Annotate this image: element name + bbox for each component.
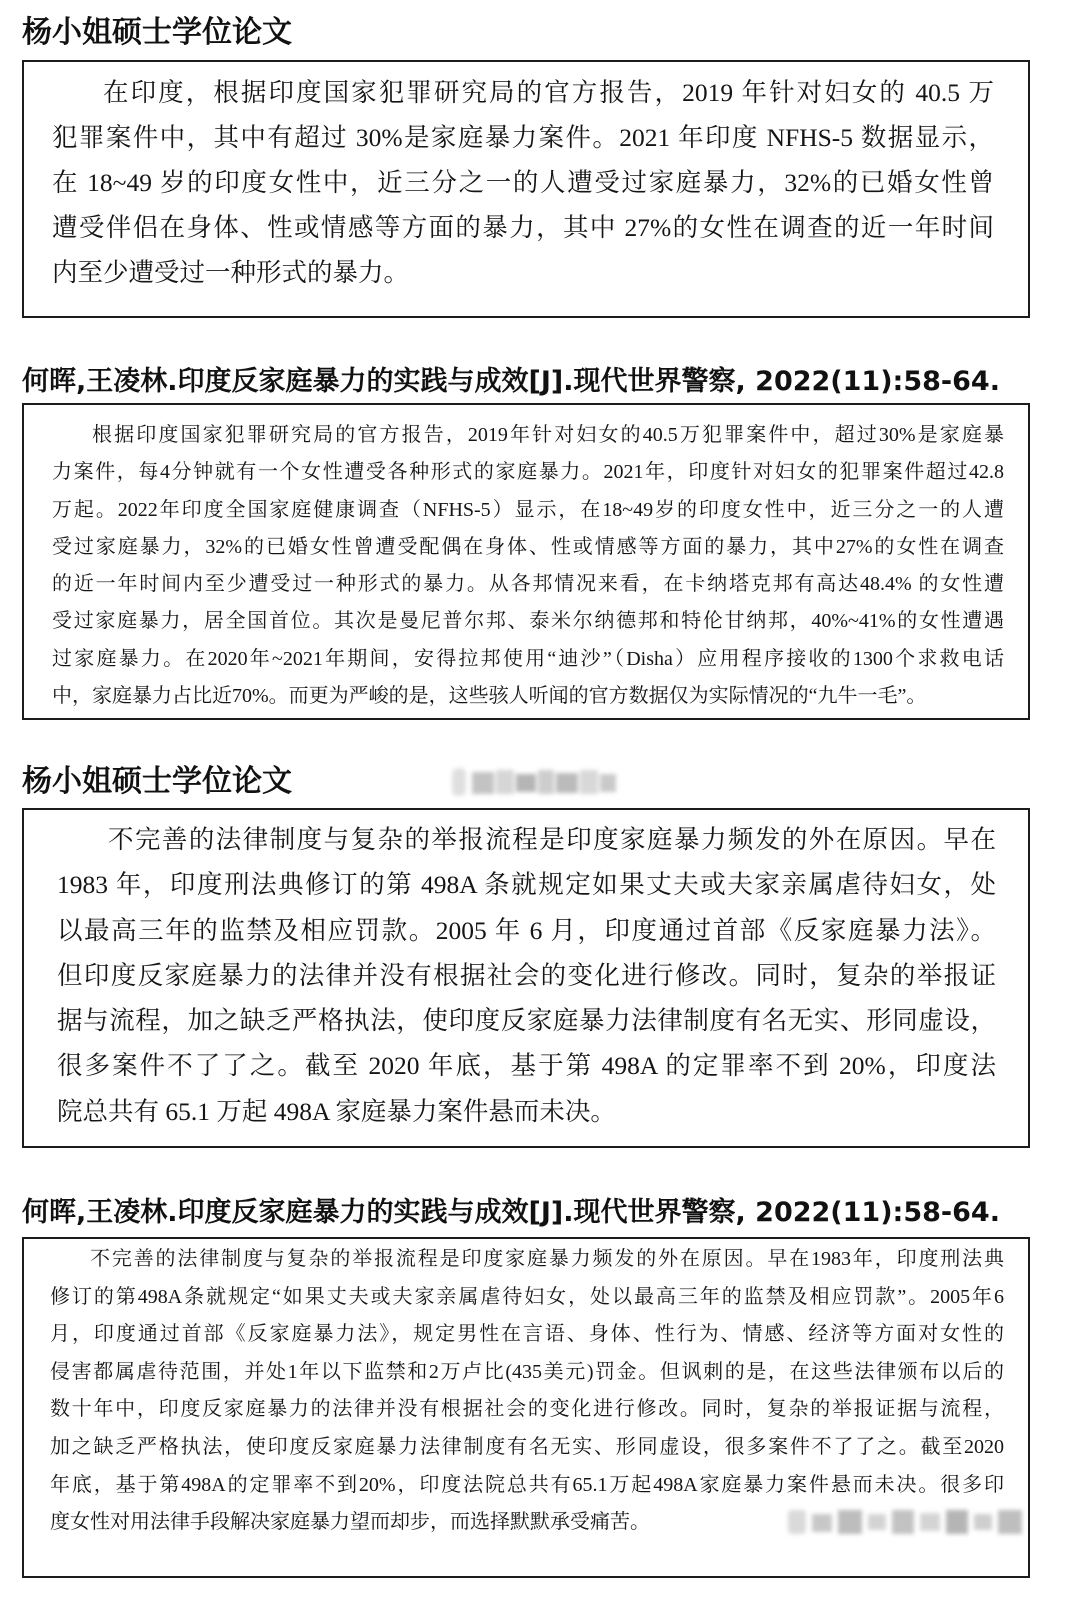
text-line: 数十年中，印度反家庭暴力的法律并没有根据社会的变化进行修改。同时，复杂的举报证据与流程， <box>50 1398 1004 1421</box>
text-line: 犯罪案件中，其中有超过 30%是家庭暴力案件。2021 年印度 NFHS-5 数据显示， <box>52 123 994 152</box>
text-line: 月，印度通过首部《反家庭暴力法》，规定男性在言语、身体、性行为、情感、经济等方面对女性的 <box>50 1323 1004 1346</box>
text-line: 万起。2022年印度全国家庭健康调查（NFHS-5）显示，在18~49岁的印度女性中，近三分之一的人遭 <box>52 498 1004 521</box>
source-heading-thesis: 杨小姐硕士学位论文 <box>22 15 292 50</box>
text-line: 在印度，根据印度国家犯罪研究局的官方报告，2019 年针对妇女的 40.5 万 <box>103 78 994 107</box>
text-line: 受过家庭暴力，32%的已婚女性曾遭受配偶在身体、性或情感等方面的暴力，其中27%的女性在调查 <box>52 535 1004 558</box>
text-line: 的近一年时间内至少遭受过一种形式的暴力。从各邦情况来看，在卡纳塔克邦有高达48.4% 的女性遭 <box>52 573 1004 596</box>
text-line: 据与流程，加之缺乏严格执法，使印度反家庭暴力法律制度有名无实、形同虚设， <box>57 1006 996 1036</box>
text-line: 很多案件不了了之。截至 2020 年底，基于第 498A 的定罪率不到 20%，印度法 <box>57 1051 996 1081</box>
text-line: 度女性对用法律手段解决家庭暴力望而却步，而选择默默承受痛苦。 <box>50 1511 650 1534</box>
text-line: 以最高三年的监禁及相应罚款。2005 年 6 月，印度通过首部《反家庭暴力法》。 <box>57 915 996 945</box>
text-line: 侵害都属虐待范围，并处1年以下监禁和2万卢比(435美元)罚金。但讽刺的是，在这些法律颁布以后的 <box>50 1360 1004 1383</box>
text-line: 在 18~49 岁的印度女性中，近三分之一的人遭受过家庭暴力，32%的已婚女性曾 <box>52 168 994 197</box>
source-heading-citation: 何晖,王凌林.印度反家庭暴力的实践与成效[J].现代世界警察, 2022(11):58-64. <box>22 366 1000 397</box>
text-line: 不完善的法律制度与复杂的举报流程是印度家庭暴力频发的外在原因。早在 <box>108 825 996 854</box>
quote-box-citation <box>22 403 1030 720</box>
text-line: 过家庭暴力。在2020年~2021年期间，安得拉邦使用“迪沙”（Disha）应用程序接收的1300个求救电话 <box>52 647 1004 670</box>
source-heading-citation: 何晖,王凌林.印度反家庭暴力的实践与成效[J].现代世界警察, 2022(11):58-64. <box>22 1197 1000 1228</box>
text-line: 1983 年，印度刑法典修订的第 498A 条就规定如果丈夫或夫家亲属虐待妇女，处 <box>57 870 996 900</box>
text-line: 受过家庭暴力，居全国首位。其次是曼尼普尔邦、泰米尔纳德邦和特伦甘纳邦，40%~41%的女性遭遇 <box>52 610 1004 633</box>
source-heading-thesis: 杨小姐硕士学位论文 <box>22 764 292 799</box>
text-line: 年底，基于第498A的定罪率不到20%，印度法院总共有65.1万起498A家庭暴力案件悬而未决。很多印 <box>50 1473 1004 1496</box>
blurred-watermark <box>448 764 624 800</box>
text-line: 根据印度国家犯罪研究局的官方报告，2019年针对妇女的40.5万犯罪案件中，超过30%是家庭暴 <box>92 424 1004 446</box>
text-line: 力案件，每4分钟就有一个女性遭受各种形式的家庭暴力。2021年，印度针对妇女的犯罪案件超过42.8 <box>52 461 1004 484</box>
blurred-watermark <box>782 1502 1032 1542</box>
text-line: 内至少遭受过一种形式的暴力。 <box>52 258 410 287</box>
text-line: 院总共有 65.1 万起 498A 家庭暴力案件悬而未决。 <box>57 1096 616 1126</box>
text-line: 遭受伴侣在身体、性或情感等方面的暴力，其中 27%的女性在调查的近一年时间 <box>52 213 994 242</box>
text-line: 中，家庭暴力占比近70%。而更为严峻的是，这些骇人听闻的官方数据仅为实际情况的“九牛一毛”。 <box>52 685 927 708</box>
text-line: 但印度反家庭暴力的法律并没有根据社会的变化进行修改。同时，复杂的举报证 <box>57 960 996 990</box>
quote-box-thesis <box>22 60 1030 318</box>
text-line: 不完善的法律制度与复杂的举报流程是印度家庭暴力频发的外在原因。早在1983年，印度刑法典 <box>90 1248 1004 1270</box>
text-line: 加之缺乏严格执法，使印度反家庭暴力法律制度有名无实、形同虚设，很多案件不了了之。截至2020 <box>50 1435 1004 1458</box>
quote-box-thesis <box>22 808 1030 1148</box>
text-line: 修订的第498A条就规定“如果丈夫或夫家亲属虐待妇女，处以最高三年的监禁及相应罚款”。2005年6 <box>50 1285 1004 1308</box>
